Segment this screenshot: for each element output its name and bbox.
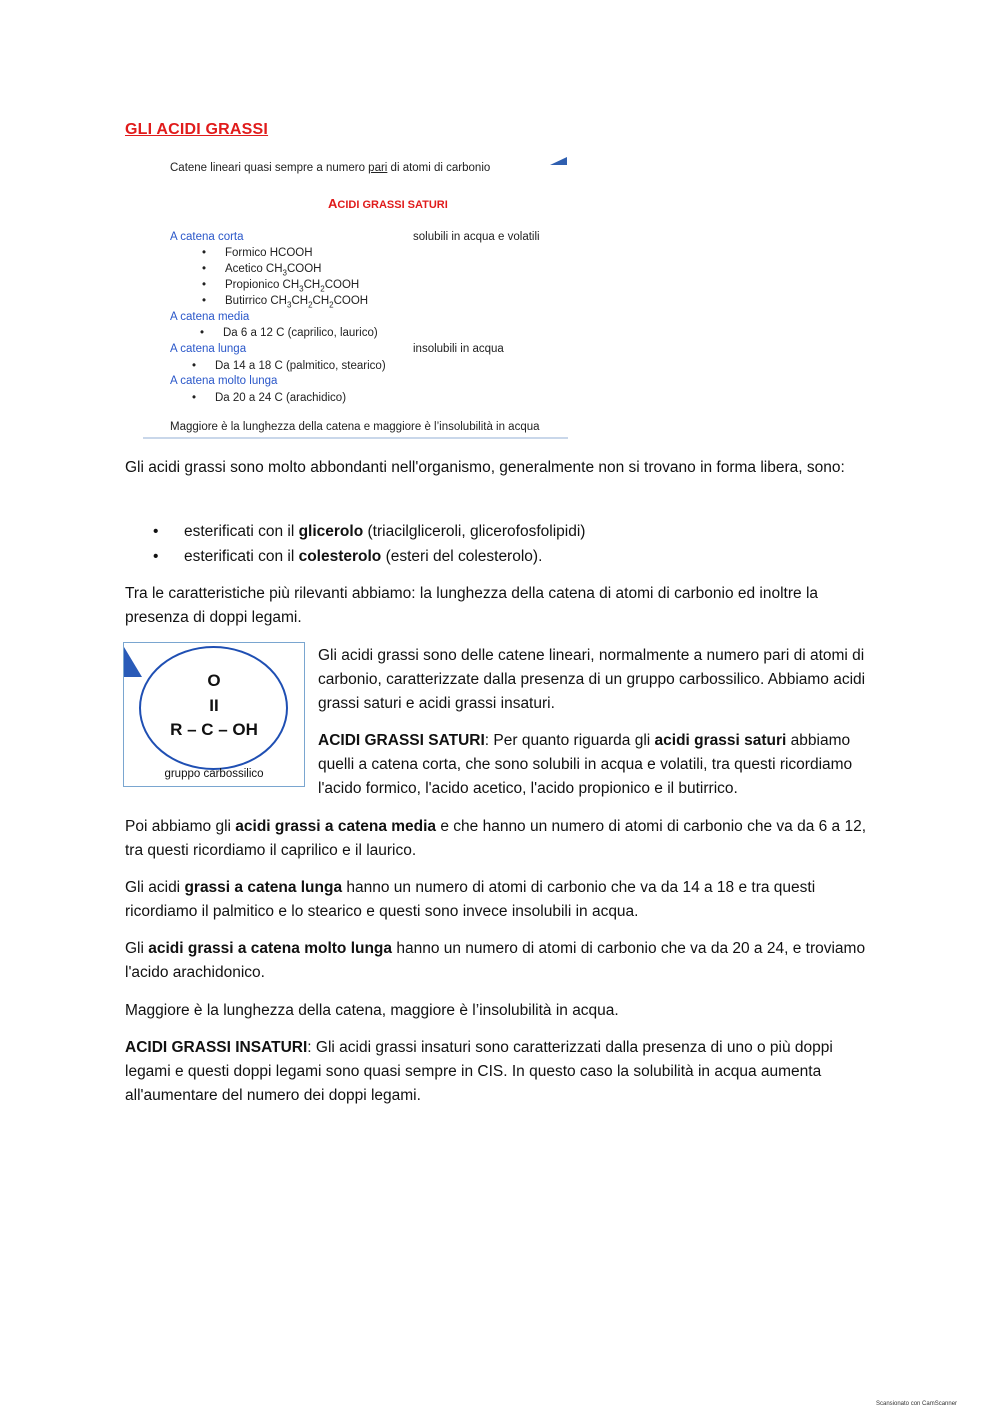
formula-main: R – C – OH <box>170 720 258 739</box>
item-formico: • Formico HCOOH <box>225 247 313 259</box>
item-molto-lunga: • Da 20 a 24 C (arachidico) <box>215 392 346 404</box>
item-butirrico <box>225 295 368 309</box>
bullet-text: (esteri del colesterolo). <box>381 548 543 565</box>
item-acetico <box>225 263 321 277</box>
paragraph-characteristics: Tra le caratteristiche più rilevanti abbiamo: la lunghezza della catena di atomi di carbonio ed inoltre la presenza di doppi legami. <box>125 585 819 626</box>
text: : Per quanto riguarda gli <box>484 732 655 749</box>
acetico-part: Acetico CH <box>225 263 283 275</box>
intro-text: Catene lineari quasi sempre a numero <box>170 162 369 174</box>
sub: 2 <box>329 300 334 310</box>
bullet-text: esterificati con il <box>184 523 299 540</box>
propionico-part: Propionico CH <box>225 279 300 291</box>
bullet-bold: glicerolo <box>298 523 364 540</box>
figure-footer: Maggiore è la lunghezza della catena e maggiore è l’insolubilità in acqua <box>170 421 540 433</box>
intro-text-end: di atomi di carbonio <box>387 162 491 174</box>
group-long-note: insolubili in acqua <box>413 343 504 355</box>
text: hanno un numero di atomi di carbonio che va da 14 a 18 e tra questi ricordiamo il palmitico e lo stearico e questi sono invece insolubili in acqua. <box>125 879 816 920</box>
paragraph-insolubility: Maggiore è la lunghezza della catena, maggiore è l’insolubilità in acqua. <box>125 1002 619 1019</box>
corner-marker-icon <box>550 157 567 165</box>
text: abbiamo quelli a catena corta, che sono solubili in acqua e volatili, tra questi ricordiamo l'acido formico, l'acido acetico, l'acido propionico e il butirrico. <box>318 732 853 797</box>
figure-title <box>328 196 448 211</box>
intro-pari: pari <box>368 162 388 174</box>
bullet-icon: • <box>153 548 159 565</box>
paragraph-saturated <box>318 729 878 801</box>
figure-intro <box>170 162 490 174</box>
bullet-text: esterificati con il <box>184 548 299 565</box>
paragraph-intro: Gli acidi grassi sono molto abbondanti nell'organismo, generalmente non si trovano in forma libera, sono: <box>125 459 845 476</box>
text: hanno un numero di atomi di carbonio che va da 20 a 24, e troviamo l'acido arachidonico. <box>125 940 866 981</box>
bullet-icon: • <box>153 523 159 540</box>
figure-rule <box>143 437 568 439</box>
paragraph-definition: Gli acidi grassi sono delle catene lineari, normalmente a numero pari di atomi di carbonio, caratterizzate dalla presenza di un gruppo carbossilico. Abbiamo acidi grassi saturi e acidi grassi insaturi. <box>318 647 866 712</box>
list-item <box>125 519 585 544</box>
butirrico-part: COOH <box>333 295 369 307</box>
saturated-heading: ACIDI GRASSI SATURI <box>318 732 485 749</box>
group-medium-chain: A catena media <box>170 311 250 323</box>
sub: 3 <box>286 300 292 310</box>
paragraph-unsaturated <box>125 1036 875 1108</box>
figure-title-rest: CIDI GRASSI SATURI <box>337 199 448 211</box>
text: Poi abbiamo gli <box>125 818 236 835</box>
list-item <box>125 544 585 569</box>
bold-text: acidi grassi saturi <box>654 732 787 749</box>
paragraph-medium-chain <box>125 815 875 863</box>
group-short-chain: A catena corta <box>170 231 244 243</box>
formula-o: O <box>207 671 221 690</box>
text: : Gli acidi grassi insaturi sono caratterizzati dalla presenza di uno o più doppi legami e questi doppi legami sono quasi sempre in CIS. In questo caso la solubilità in acqua aumenta all'aumentare del numero dei doppi legami. <box>125 1039 833 1104</box>
formula-double-bond: II <box>209 696 219 715</box>
page-title: GLI ACIDI GRASSI <box>125 121 269 138</box>
bullet-bold: colesterolo <box>298 548 382 565</box>
diagram-caption: gruppo carbossilico <box>164 768 264 780</box>
item-media: • Da 6 a 12 C (caprilico, laurico) <box>223 327 378 339</box>
bold-text: acidi grassi a catena molto lunga <box>148 940 393 957</box>
bold-text: acidi grassi a catena media <box>235 818 437 835</box>
scanner-watermark: Scansionato con CamScanner <box>876 1401 958 1407</box>
sub: 2 <box>320 284 325 294</box>
butirrico-part: CH <box>291 295 309 307</box>
bullet-list <box>125 519 585 569</box>
butirrico-part: CH <box>312 295 330 307</box>
item-lunga: • Da 14 a 18 C (palmitico, stearico) <box>215 360 386 372</box>
paragraph-very-long-chain <box>125 937 875 985</box>
text: Gli <box>125 940 149 957</box>
text: Gli acidi <box>125 879 185 896</box>
bold-text: grassi a catena lunga <box>184 879 343 896</box>
acetico-part: COOH <box>286 263 322 275</box>
figure-title-initial: A <box>328 196 338 211</box>
sub: 3 <box>282 268 287 278</box>
paragraph-long-chain <box>125 876 875 924</box>
propionico-part: CH <box>303 279 321 291</box>
bullet-text: (triacilgliceroli, glicerofosfolipidi) <box>363 523 586 540</box>
group-short-note: solubili in acqua e volatili <box>413 231 540 243</box>
sub: 2 <box>308 300 313 310</box>
group-long-chain: A catena lunga <box>170 343 247 355</box>
unsaturated-heading: ACIDI GRASSI INSATURI <box>125 1039 308 1056</box>
sub: 3 <box>299 284 304 294</box>
propionico-part: COOH <box>324 279 360 291</box>
carboxyl-group-diagram <box>123 642 305 787</box>
text: e che hanno un numero di atomi di carbonio che va da 6 a 12, tra questi ricordiamo il caprilico e il laurico. <box>125 818 867 859</box>
saturated-acids-figure <box>143 153 568 441</box>
item-propionico <box>225 279 359 293</box>
butirrico-part: Butirrico CH <box>225 295 287 307</box>
group-very-long-chain: A catena molto lunga <box>170 375 278 387</box>
